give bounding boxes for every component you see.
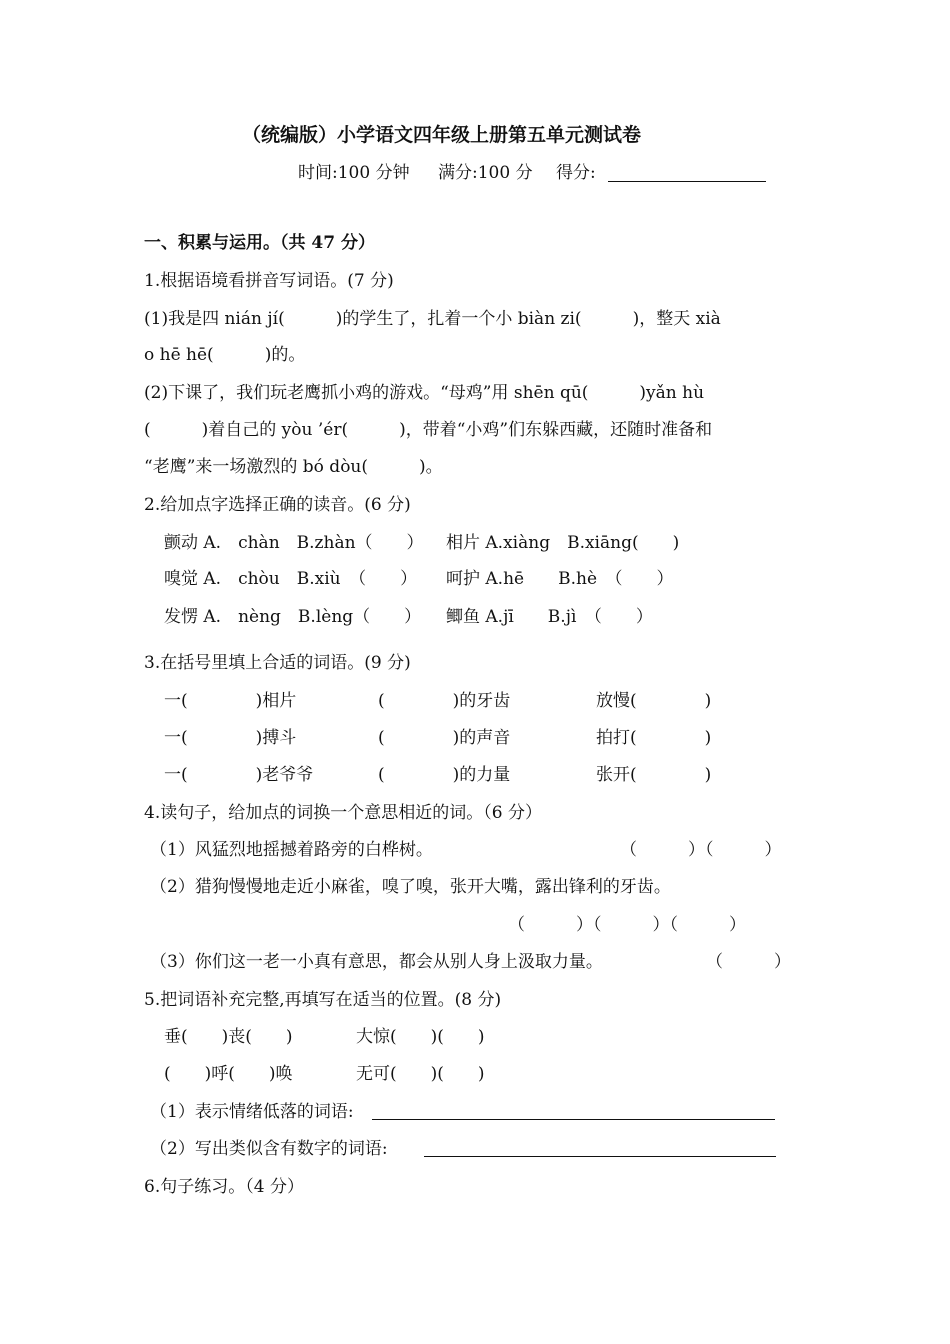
q3-cell: 一( )老爷爷 <box>164 765 314 785</box>
q5-word: 大惊( )( ) <box>356 1027 485 1047</box>
answer-line <box>424 1156 776 1157</box>
q5-word: 垂( )丧( ) <box>164 1027 293 1047</box>
q1-line: “老鹰”来一场激烈的 bó dòu( )。 <box>144 457 443 477</box>
q5-word: 无可( )( ) <box>356 1064 485 1084</box>
q3-cell: ( )的牙齿 <box>378 691 511 711</box>
q5-word: ( )呼( )唤 <box>164 1064 293 1084</box>
q1-line: (2)下课了，我们玩老鹰抓小鸡的游戏。“母鸡”用 shēn qū( )yǎn hù <box>144 383 705 403</box>
q1-line: ( )着自己的 yòu ’ér( )，带着“小鸡”们东躲西藏，还随时准备和 <box>144 420 713 440</box>
q4-title: 4.读句子，给加点的词换一个意思相近的词。（6 分） <box>144 803 542 823</box>
q1-title: 1.根据语境看拼音写词语。(7 分) <box>144 271 394 291</box>
q2-title: 2.给加点字选择正确的读音。(6 分) <box>144 495 411 515</box>
q6-title: 6.句子练习。（4 分） <box>144 1177 304 1197</box>
q4-sentence: （2）猎狗慢慢地走近小麻雀，嗅了嗅，张开大嘴，露出锋利的牙齿。 <box>150 877 671 897</box>
score-label: 得分: <box>556 163 596 183</box>
q2-option: 发愣 A. nèng B.lèng（ ） <box>164 607 422 627</box>
score-blank <box>608 181 766 182</box>
q2-option: 嗅觉 A. chòu B.xiù （ ） <box>164 569 418 589</box>
q4-blank: （ ）（ ） <box>620 840 782 860</box>
q4-sentence: （1）风猛烈地摇撼着路旁的白桦树。 <box>150 840 433 860</box>
q3-cell: ( )的力量 <box>378 765 511 785</box>
answer-line <box>372 1119 775 1120</box>
q3-cell: 放慢( ) <box>596 691 712 711</box>
time-label: 时间:100 分钟 <box>298 163 410 183</box>
q5-prompt: （2）写出类似含有数字的词语: <box>150 1139 388 1159</box>
q2-option: 呵护 A.hē B.hè （ ） <box>446 569 674 589</box>
q2-option: 颤动 A. chàn B.zhàn（ ） <box>164 533 424 553</box>
q5-prompt: （1）表示情绪低落的词语: <box>150 1102 354 1122</box>
q4-sentence: （3）你们这一老一小真有意思，都会从别人身上汲取力量。 <box>150 952 603 972</box>
section-heading: 一、积累与运用。（共 47 分） <box>144 233 375 253</box>
q3-cell: 一( )相片 <box>164 691 297 711</box>
q2-option: 相片 A.xiàng B.xiāng( ) <box>446 533 680 553</box>
full-score-label: 满分:100 分 <box>438 163 533 183</box>
q1-line: (1)我是四 nián jí( )的学生了，扎着一个小 biàn zi( )，整天 xià <box>144 309 721 329</box>
q3-cell: 一( )搏斗 <box>164 728 297 748</box>
q3-cell: 拍打( ) <box>596 728 712 748</box>
page-title: （统编版）小学语文四年级上册第五单元测试卷 <box>242 124 642 146</box>
q4-blank: （ ）（ ）（ ） <box>508 915 746 935</box>
q4-blank: （ ） <box>706 952 791 972</box>
q2-option: 鲫鱼 A.jī B.jì （ ） <box>446 607 653 627</box>
q3-title: 3.在括号里填上合适的词语。(9 分) <box>144 653 411 673</box>
q3-cell: ( )的声音 <box>378 728 511 748</box>
q5-title: 5.把词语补充完整,再填写在适当的位置。(8 分) <box>144 990 502 1010</box>
q1-line: o hē hē( )的。 <box>144 345 306 365</box>
q3-cell: 张开( ) <box>596 765 712 785</box>
